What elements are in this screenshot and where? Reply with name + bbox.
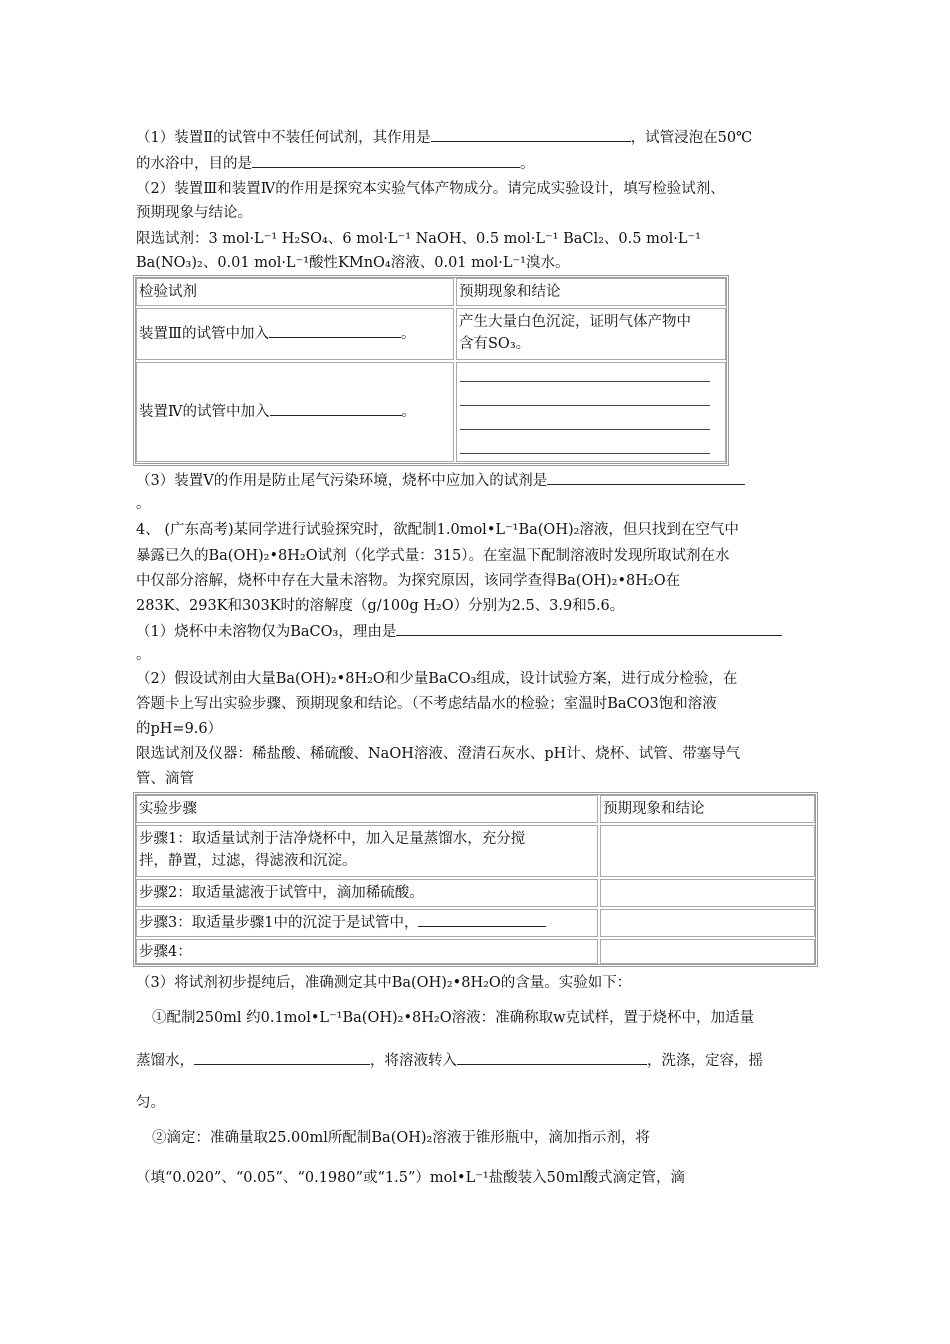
reagent-table (133, 275, 729, 466)
q3-part1-text-b: ，试管浸泡在50℃ (630, 130, 753, 146)
q4-part2-line5: 管、滴管 (136, 771, 194, 787)
q3-part1-line1 (136, 127, 752, 148)
cell-text: 步骤3：取适量步骤1中的沉淀于是试管中， (139, 915, 419, 931)
answer-blank[interactable] (194, 1050, 370, 1065)
q3-part3-end: 。 (136, 496, 151, 512)
q4-part3-step1-line2 (136, 1050, 763, 1071)
table-cell-step3-result[interactable] (600, 909, 815, 937)
q3-part2-line1: （2）装置Ⅲ和装置Ⅳ的作用是探究本实验气体产物成分。请完成实验设计，填写检验试剂、 (136, 181, 725, 197)
table-row-device3 (136, 308, 454, 360)
q3-part1-text-c: 的水浴中，目的是 (136, 156, 252, 172)
experiment-table (133, 792, 818, 967)
q3-part1-text: （1）装置Ⅱ的试管中不装任何试剂，其作用是 (136, 130, 431, 146)
table-cell-step2-result[interactable] (600, 879, 815, 907)
answer-blank[interactable] (252, 153, 520, 168)
q4-part2-line1: （2）假设试剂由大量Ba(OH)₂•8H₂O和少量BaCO₃组成，设计试验方案，进行成分检验，在 (136, 671, 738, 687)
q3-part3-text: （3）装置Ⅴ的作用是防止尾气污染环境，烧杯中应加入的试剂是 (136, 473, 548, 489)
q4-part3-step2-line2: （填“0.020”、“0.05”、“0.1980”或“1.5”）mol•L⁻¹盐酸装入50ml酸式滴定管，滴 (136, 1170, 685, 1186)
q4-line4: 283K、293K和303K时的溶解度（g/100g H₂O）分别为2.5、3.9和5.6。 (136, 598, 625, 614)
cell-text: ，将溶液转入 (370, 1053, 457, 1069)
cell-text: 装置Ⅳ的试管中加入 (139, 404, 270, 420)
cell-text: ，洗涤，定容，摇 (647, 1053, 763, 1069)
cell-text: 拌，静置，过滤，得滤液和沉淀。 (139, 853, 357, 869)
cell-text: 产生大量白色沉淀，证明气体产物中 (459, 314, 691, 330)
q4-part2-line2: 答题卡上写出实验步骤、预期现象和结论。（不考虑结晶水的检验；室温时BaCO3饱和溶液 (136, 696, 717, 712)
cell-text: 蒸馏水， (136, 1053, 194, 1069)
q4-line1: 4、 (广东高考)某同学进行试验探究时，欲配制1.0mol•L⁻¹Ba(OH)₂溶液，但只找到在空气中 (136, 522, 739, 538)
answer-blank[interactable] (269, 323, 401, 338)
answer-line (460, 429, 710, 430)
cell-text-end: 。 (400, 326, 416, 342)
answer-blank[interactable] (431, 127, 631, 142)
q4-part1-end: 。 (136, 647, 151, 663)
table-row-step2: 步骤2：取适量滤液于试管中，滴加稀硫酸。 (136, 879, 598, 907)
q4-part1-line (136, 621, 782, 642)
answer-blank[interactable] (418, 912, 546, 927)
q4-part3-step1-line3: 匀。 (136, 1095, 165, 1111)
table-row-step3 (136, 909, 598, 937)
q3-part1-text-d: 。 (520, 156, 535, 172)
table-header-steps: 实验步骤 (136, 795, 598, 823)
table-row-device4 (136, 362, 454, 462)
table-cell-device4-result[interactable] (456, 362, 726, 462)
q3-part2-line2: 预期现象与结论。 (136, 205, 252, 221)
table-header-reagent: 检验试剂 (136, 278, 454, 306)
cell-text-end: 。 (401, 404, 416, 420)
table-cell-device3-result (456, 308, 726, 360)
q4-line2: 暴露已久的Ba(OH)₂•8H₂O试剂（化学式量：315）。在室温下配制溶液时发现所取试剂在水 (136, 548, 730, 564)
q4-part2-line4: 限选试剂及仪器：稀盐酸、稀硫酸、NaOH溶液、澄清石灰水、pH计、烧杯、试管、带塞导气 (136, 746, 741, 762)
q4-line3: 中仅部分溶解，烧杯中存在大量未溶物。为探究原因，该同学查得Ba(OH)₂•8H₂O在 (136, 573, 681, 589)
answer-line (460, 381, 710, 382)
q4-part3-step1-line1: ①配制250ml 约0.1mol•L⁻¹Ba(OH)₂•8H₂O溶液：准确称取w克试样，置于烧杯中，加适量 (152, 1010, 754, 1026)
q3-part3-line (136, 470, 745, 491)
table-row-step4: 步骤4： (136, 939, 598, 964)
q3-part1-line2 (136, 153, 535, 174)
table-cell-step4-result[interactable] (600, 939, 815, 964)
answer-blank[interactable] (270, 401, 402, 416)
answer-line (460, 405, 710, 406)
table-header-expected: 预期现象和结论 (600, 795, 815, 823)
q4-part2-line3: 的pH=9.6） (136, 721, 223, 737)
q4-part1-text: （1）烧杯中未溶物仅为BaCO₃，理由是 (136, 624, 397, 640)
table-header-result: 预期现象和结论 (456, 278, 726, 306)
answer-blank[interactable] (396, 621, 782, 636)
cell-text: 装置Ⅲ的试管中加入 (139, 326, 269, 342)
q3-reagents-line1: 限选试剂：3 mol·L⁻¹ H₂SO₄、6 mol·L⁻¹ NaOH、0.5 mol·L⁻¹ BaCl₂、0.5 mol·L⁻¹ (136, 231, 701, 247)
cell-text: 含有SO₃。 (459, 336, 531, 352)
cell-text: 步骤1：取适量试剂于洁净烧杯中，加入足量蒸馏水，充分搅 (139, 831, 526, 847)
table-row-step1 (136, 825, 598, 877)
q4-part3-line1: （3）将试剂初步提纯后，准确测定其中Ba(OH)₂•8H₂O的含量。实验如下： (136, 975, 632, 991)
q4-part3-step2-line1: ②滴定：准确量取25.00ml所配制Ba(OH)₂溶液于锥形瓶中，滴加指示剂，将 (152, 1130, 650, 1146)
answer-blank[interactable] (457, 1050, 647, 1065)
answer-line (460, 453, 710, 454)
answer-blank[interactable] (547, 470, 745, 485)
table-cell-step1-result[interactable] (600, 825, 815, 877)
q3-reagents-line2: Ba(NO₃)₂、0.01 mol·L⁻¹酸性KMnO₄溶液、0.01 mol·L⁻¹溴水。 (136, 255, 570, 271)
